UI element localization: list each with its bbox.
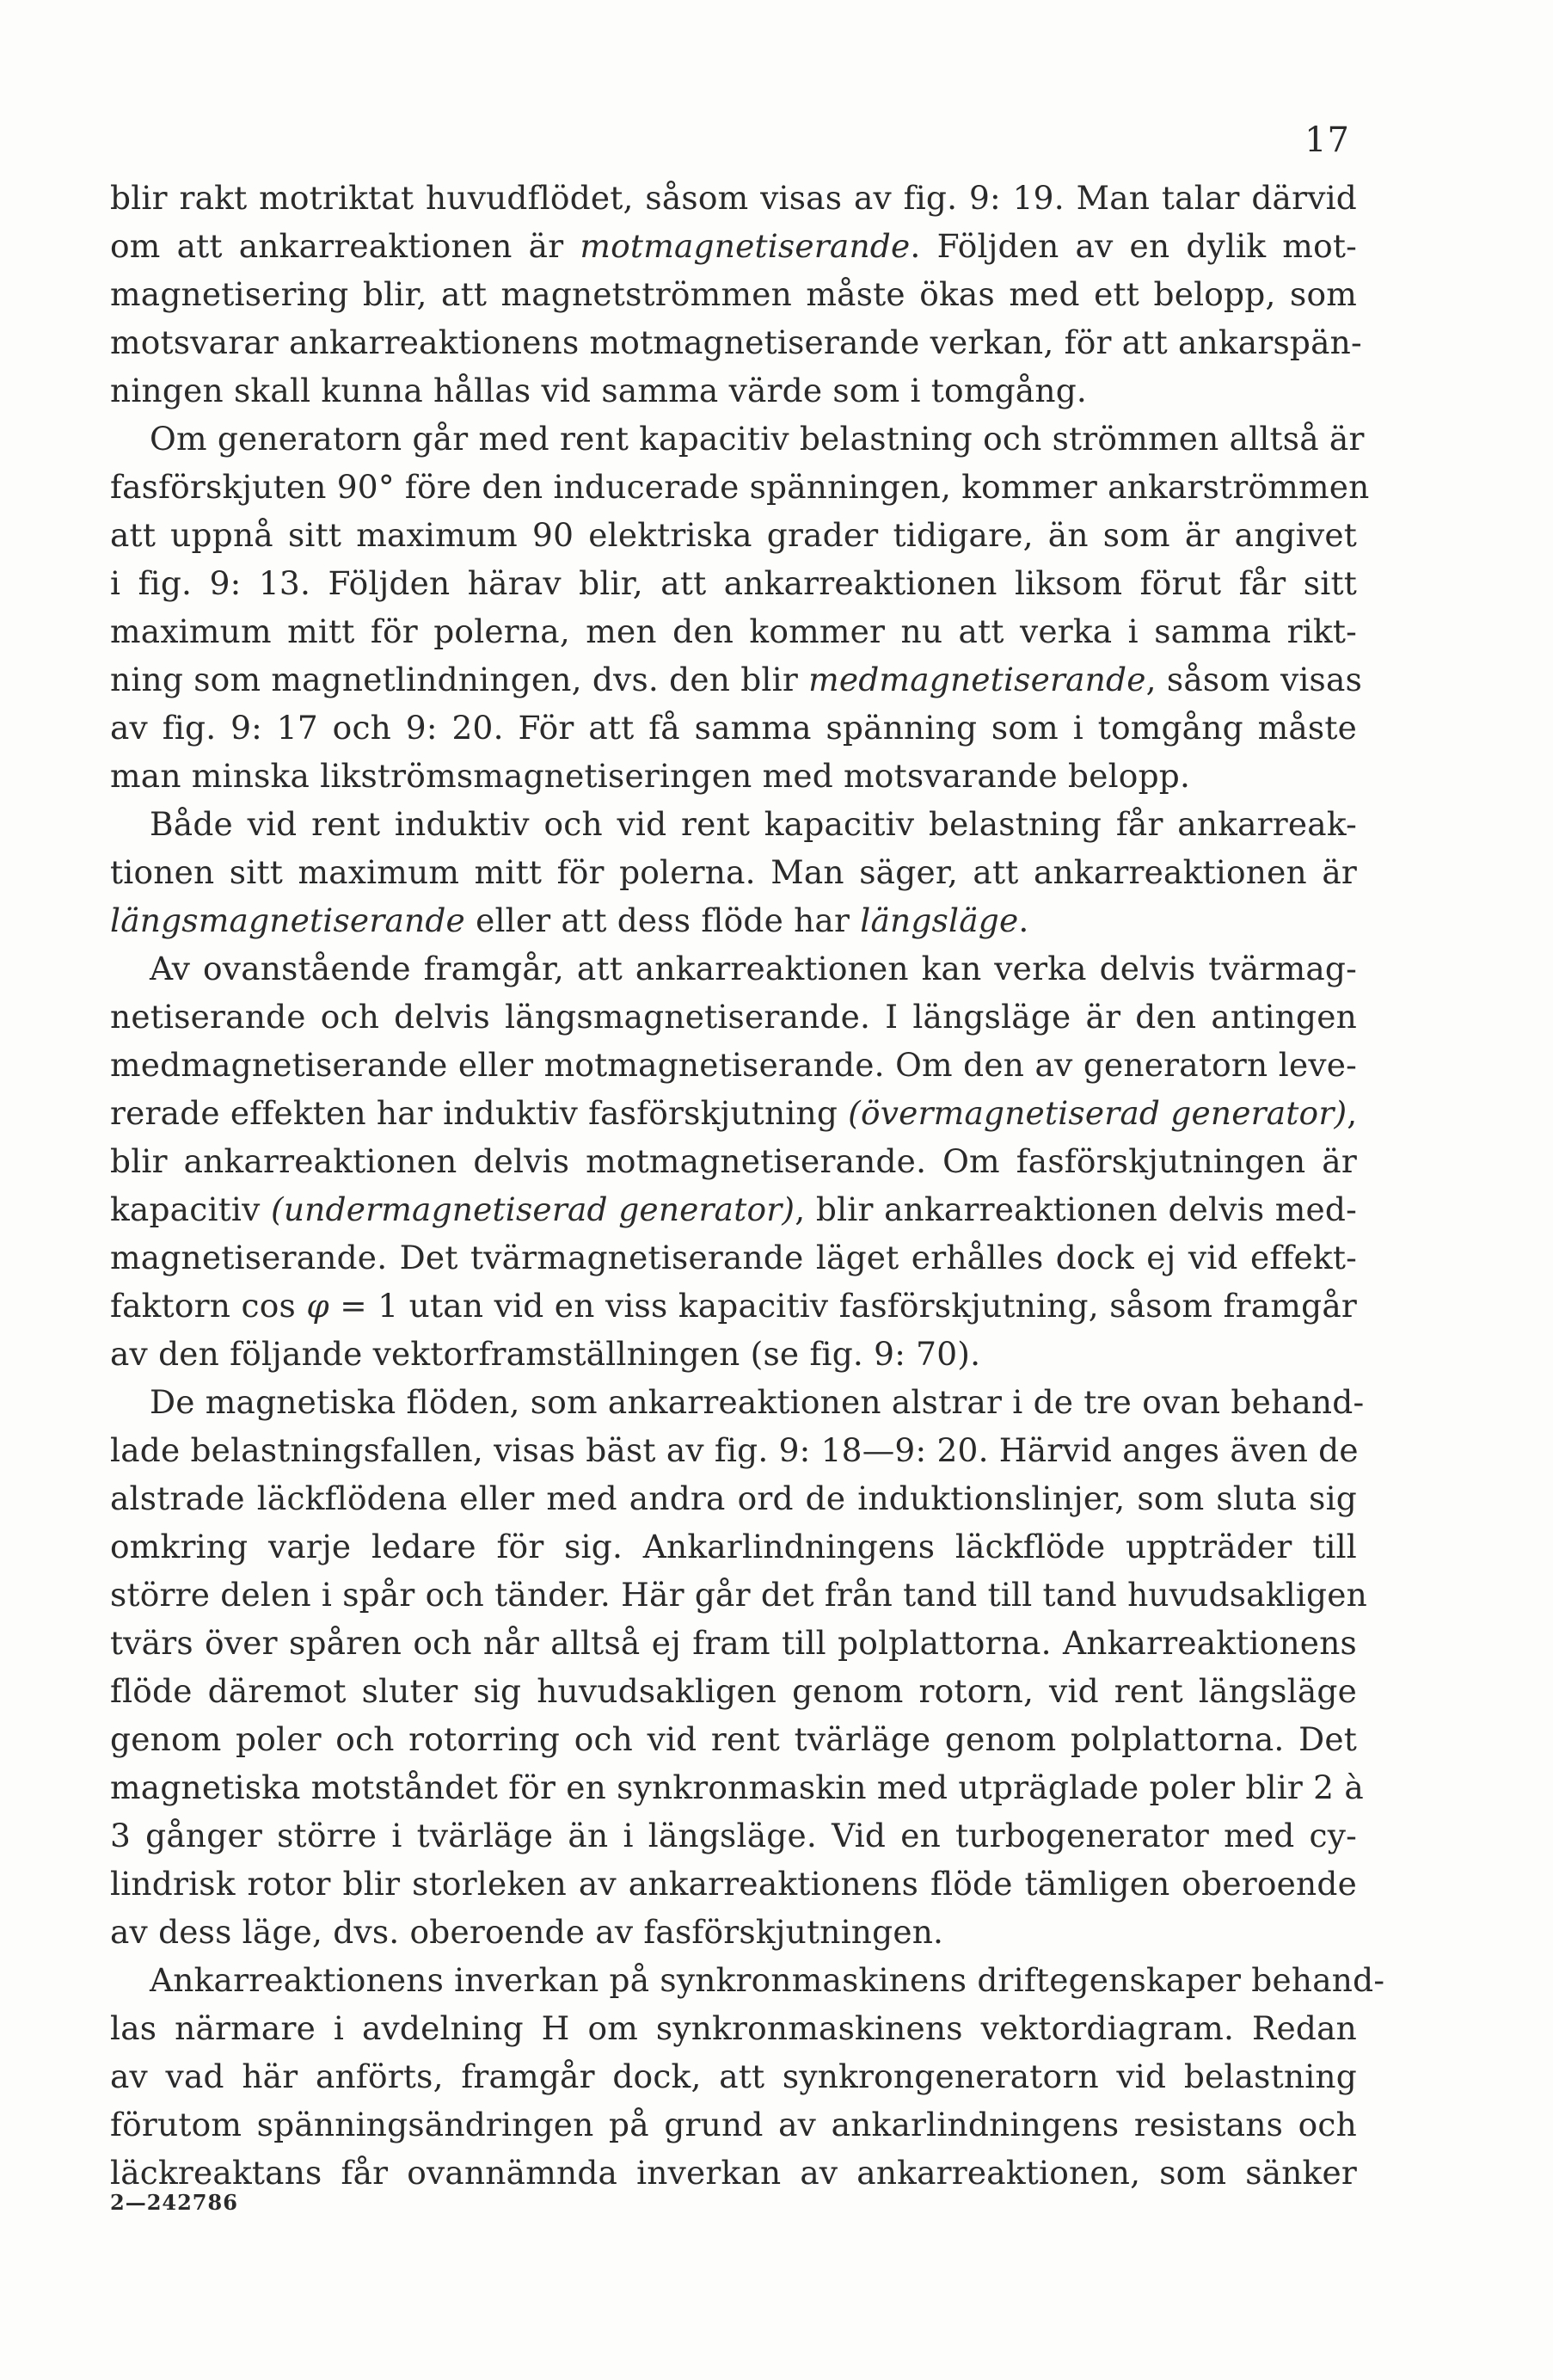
text-line (110, 1089, 1357, 1137)
text-run: lade belastningsfallen, visas bäst av fig. 9: 18—9: 20. Härvid anges även de (110, 1431, 1359, 1469)
italic-term: längsläge (860, 901, 1019, 939)
text-run: av vad här anförts, framgår dock, att synkrongeneratorn vid belastning (110, 2057, 1357, 2095)
text-run: rerade effekten har induktiv fasförskjutning (110, 1094, 849, 1132)
italic-term: motmagnetiserande (580, 227, 911, 265)
text-line (110, 993, 1357, 1041)
text-run: av fig. 9: 17 och 9: 20. För att få samma spänning som i tomgång måste (110, 709, 1357, 747)
text-run: 3 gånger större i tvärläge än i längsläge. Vid en turbogenerator med cy- (110, 1817, 1357, 1854)
text-run: Både vid rent induktiv och vid rent kapacitiv belastning får ankarreak- (150, 805, 1357, 843)
text-line (110, 1185, 1357, 1233)
text-run: , blir ankarreaktionen delvis med- (795, 1190, 1358, 1228)
text-run: fasförskjuten 90° före den inducerade spänningen, kommer ankarströmmen (110, 468, 1370, 506)
text-run: kapacitiv (110, 1190, 271, 1228)
italic-term: längsmagnetiserande (110, 901, 465, 939)
text-run: läckreaktans får ovannämnda inverkan av ankarreaktionen, som sänker (110, 2154, 1357, 2192)
text-run: magnetisering blir, att magnetströmmen måste ökas med ett belopp, som (110, 275, 1357, 313)
italic-term: (övermagnetiserad generator) (848, 1094, 1347, 1132)
text-run: av dess läge, dvs. oberoende av fasförskjutningen. (110, 1913, 944, 1951)
text-line (110, 2149, 1357, 2197)
text-run: tvärs över spåren och når alltså ej fram till polplattorna. Ankarreaktionens (110, 1624, 1357, 1662)
text-run: av den följande vektorframställningen (se fig. 9: 70). (110, 1335, 981, 1373)
text-line (110, 1715, 1357, 1763)
text-line (110, 2100, 1357, 2149)
text-run: blir ankarreaktionen delvis motmagnetiserande. Om fasförskjutningen är (110, 1142, 1357, 1180)
text-line (110, 1667, 1357, 1715)
text-line (110, 222, 1357, 270)
text-line (110, 944, 1357, 993)
text-line (110, 318, 1362, 366)
text-run: ningen skall kunna hållas vid samma värde som i tomgång. (110, 372, 1088, 409)
text-line (110, 415, 1365, 463)
text-line (110, 704, 1357, 752)
text-run: blir rakt motriktat huvudflödet, såsom visas av fig. 9: 19. Man talar därvid (110, 179, 1357, 217)
text-line (110, 1571, 1367, 1619)
text-line (110, 1522, 1357, 1571)
text-run: att uppnå sitt maximum 90 elektriska grader tidigare, än som är angivet (110, 516, 1357, 554)
text-line (110, 174, 1357, 222)
text-line (110, 1474, 1357, 1522)
text-line (110, 752, 1357, 800)
text-line (110, 607, 1357, 655)
text-line (110, 1378, 1365, 1426)
text-line (110, 1426, 1357, 1474)
text-run: eller att dess flöde har (464, 901, 861, 939)
text-run: las närmare i avdelning H om synkronmaskinens vektordiagram. Redan (110, 2009, 1357, 2047)
text-run: netiserande och delvis längsmagnetiserande. I längsläge är den antingen (110, 998, 1357, 1036)
text-line (110, 1763, 1364, 1811)
body-text (110, 174, 1385, 2197)
text-line (110, 2052, 1357, 2100)
text-run: omkring varje ledare för sig. Ankarlindningens läckflöde uppträder till (110, 1528, 1357, 1565)
italic-term: (undermagnetiserad generator) (271, 1190, 795, 1228)
text-run: medmagnetiserande eller motmagnetiserande. Om den av generatorn leve- (110, 1046, 1357, 1084)
text-line (110, 2004, 1357, 2052)
text-line (110, 1282, 1357, 1330)
text-line (110, 463, 1370, 511)
text-run: magnetiska motståndet för en synkronmaskin med utpräglade poler blir 2 à (110, 1768, 1364, 1806)
text-run: maximum mitt för polerna, men den kommer nu att verka i samma rikt- (110, 612, 1357, 650)
text-line (110, 1619, 1357, 1667)
text-run: ning som magnetlindningen, dvs. den blir (110, 661, 809, 698)
printer-signature: 2—242786 (110, 2190, 238, 2215)
text-run: magnetiserande. Det tvärmagnetiserande läget erhålles dock ej vid effekt- (110, 1239, 1357, 1276)
text-run: större delen i spår och tänder. Här går det från tand till tand huvudsakligen (110, 1576, 1367, 1614)
page-number: 17 (1304, 120, 1350, 160)
text-run: om att ankarreaktionen är (110, 227, 580, 265)
text-run: alstrade läckflödena eller med andra ord de induktionslinjer, som sluta sig (110, 1479, 1357, 1517)
text-line (110, 511, 1357, 559)
text-run: Ankarreaktionens inverkan på synkronmaskinens driftegenskaper behand- (150, 1961, 1385, 1999)
text-run: , såsom visas (1145, 661, 1363, 698)
text-run: Av ovanstående framgår, att ankarreaktionen kan verka delvis tvärmag- (150, 950, 1357, 987)
text-run: i fig. 9: 13. Följden härav blir, att ankarreaktionen liksom förut får sitt (110, 564, 1357, 602)
text-run: lindrisk rotor blir storleken av ankarreaktionens flöde tämligen oberoende (110, 1865, 1357, 1903)
text-run: flöde däremot sluter sig huvudsakligen genom rotorn, vid rent längsläge (110, 1672, 1357, 1710)
text-run: = 1 utan vid en viss kapacitiv fasförskjutning, såsom framgår (328, 1287, 1358, 1325)
text-run: . (1018, 901, 1029, 939)
text-line (110, 1860, 1357, 1908)
text-line (110, 896, 1357, 944)
text-run: De magnetiska flöden, som ankarreaktionen alstrar i de tre ovan behand- (150, 1383, 1365, 1421)
text-run: faktorn cos (110, 1287, 307, 1325)
text-line (110, 559, 1357, 607)
text-line (110, 1041, 1357, 1089)
text-run: man minska likströmsmagnetiseringen med motsvarande belopp. (110, 757, 1191, 795)
text-line (110, 1956, 1385, 2004)
text-line (110, 366, 1357, 415)
text-run: . Följden av en dylik mot- (910, 227, 1357, 265)
text-run: Om generatorn går med rent kapacitiv belastning och strömmen alltså är (150, 420, 1365, 458)
text-line (110, 1330, 1357, 1378)
italic-term: φ (306, 1287, 329, 1325)
text-line (110, 270, 1357, 318)
text-line (110, 800, 1357, 848)
text-run: , (1347, 1094, 1358, 1132)
italic-term: medmagnetiserande (808, 661, 1146, 698)
text-line (110, 1137, 1357, 1185)
text-line (110, 848, 1357, 896)
text-line (110, 655, 1363, 704)
text-line (110, 1811, 1357, 1860)
text-line (110, 1233, 1357, 1282)
text-run: förutom spänningsändringen på grund av ankarlindningens resistans och (110, 2106, 1357, 2143)
text-run: motsvarar ankarreaktionens motmagnetiserande verkan, för att ankarspän- (110, 323, 1362, 361)
text-run: genom poler och rotorring och vid rent tvärläge genom polplattorna. Det (110, 1720, 1357, 1758)
text-run: tionen sitt maximum mitt för polerna. Man säger, att ankarreaktionen är (110, 853, 1357, 891)
text-line (110, 1908, 1357, 1956)
